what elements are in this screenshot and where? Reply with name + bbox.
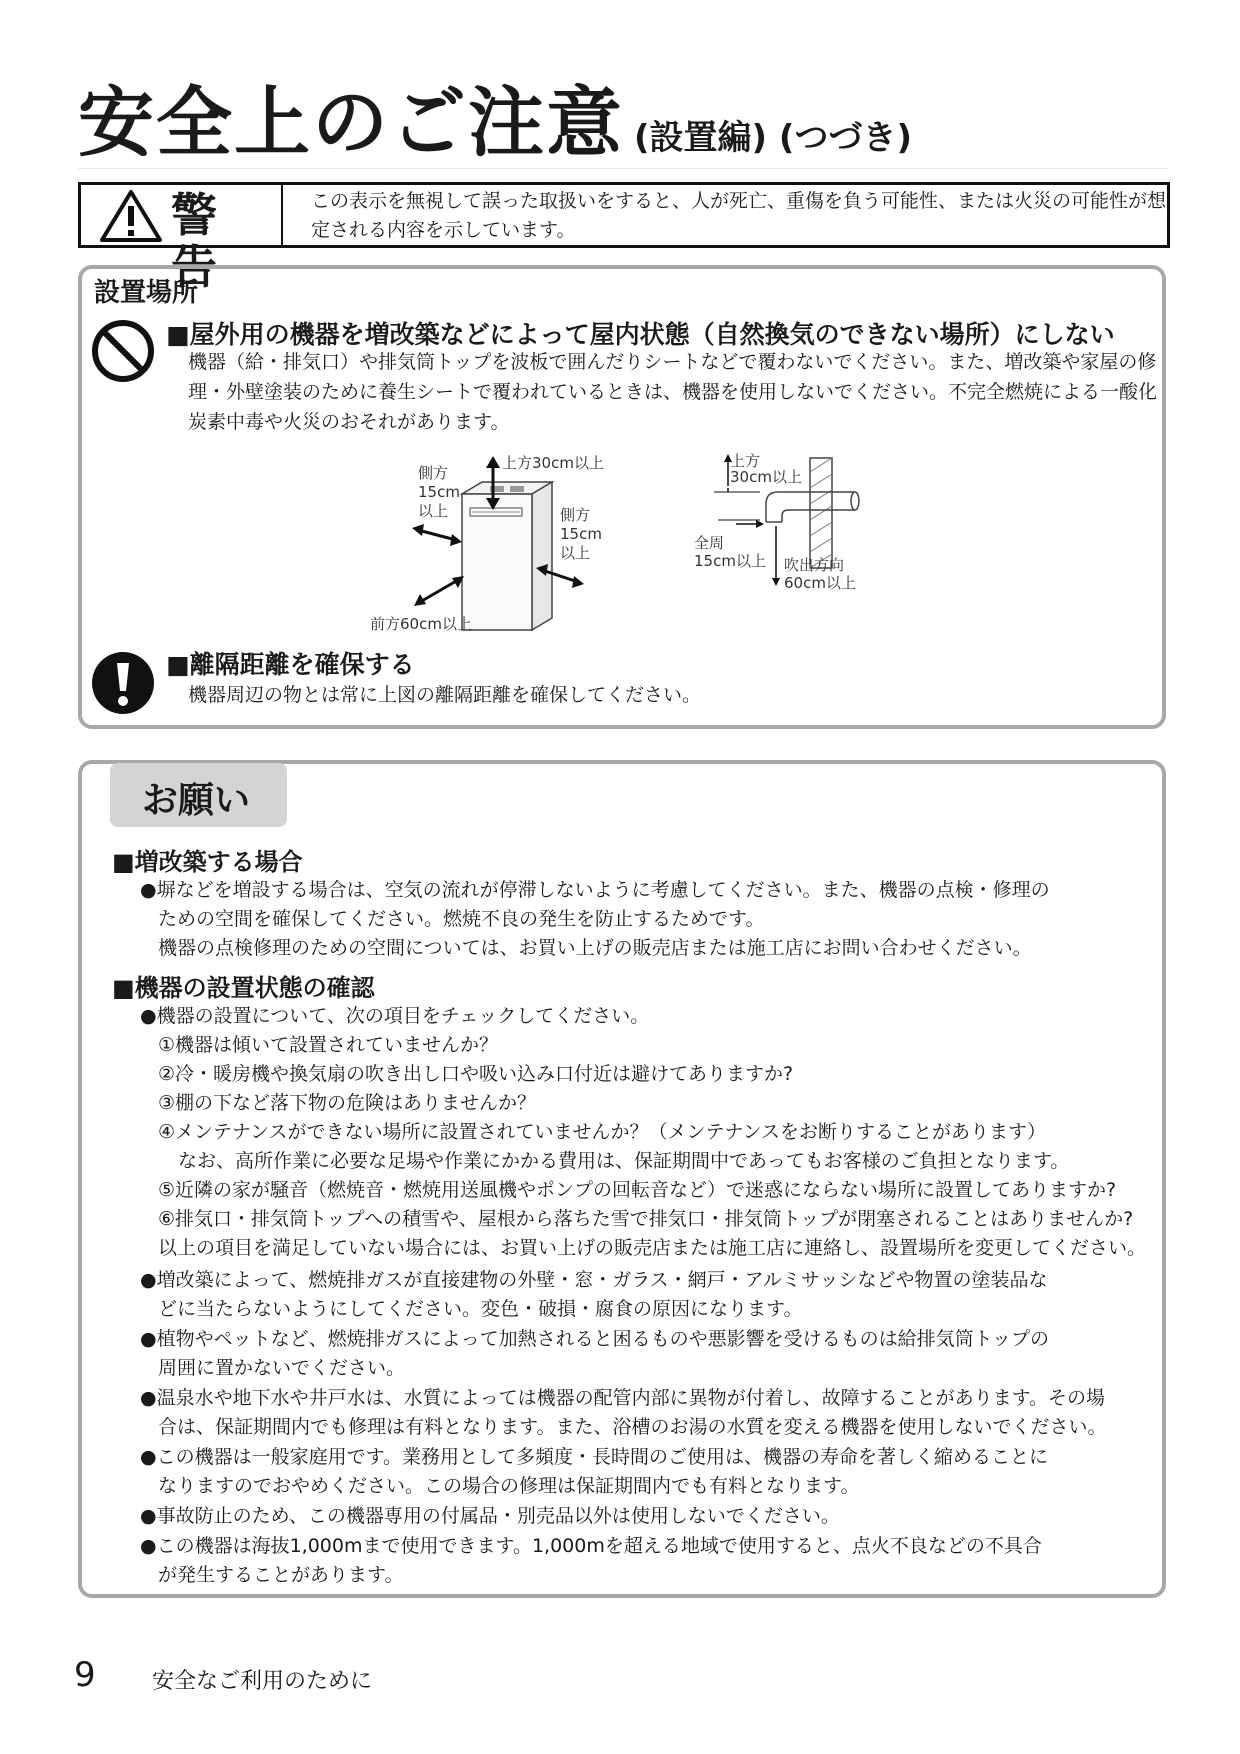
section-title-renovation: ■増改築する場合 (112, 848, 303, 876)
water-heater-drawing (370, 452, 670, 637)
unit-clearance-diagram (370, 452, 670, 637)
page-title (78, 62, 912, 171)
list-item: ②冷・暖房機や換気扇の吹き出し口や吸い込み口付近は避けてありますか? (158, 1063, 794, 1085)
exhaust-blow-label-2: 60cm以上 (784, 574, 856, 592)
section-title-install-check: ■機器の設置状態の確認 (112, 974, 375, 1002)
must-body: 機器周辺の物とは常に上図の離隔距離を確保してください。 (188, 684, 702, 706)
list-item: ①機器は傾いて設置されていませんか？ (158, 1034, 499, 1056)
list-item: ための空間を確保してください。燃焼不良の発生を防止するためです。 (158, 908, 765, 930)
clearance-front-label: 前方60cm以上 (370, 615, 472, 633)
exhaust-top-label-1: 上方 (730, 452, 761, 470)
exhaust-around-label-2: 15cm以上 (694, 552, 766, 570)
list-item: ●植物やペットなど、燃焼排ガスによって加熱されると困るものや悪影響を受けるものは給排気筒トップの (140, 1328, 1050, 1350)
list-item: なりますのでおやめください。この場合の修理は保証期間内でも有料となります。 (158, 1475, 860, 1497)
list-item: ④メンテナンスができない場所に設置されていませんか？（メンテナンスをお断りすることがあります） (158, 1121, 1046, 1143)
clearance-right-label-1: 側方 (560, 506, 591, 524)
list-item: 周囲に置かないでください。 (158, 1357, 406, 1379)
must-title: ■離隔距離を確保する (166, 650, 415, 679)
warning-description: この表示を無視して誤った取扱いをすると、人が死亡、重傷を負う可能性、または火災の可能性が想定される内容を示しています。 (311, 190, 1167, 241)
exhaust-blow-label-1: 吹出方向 (784, 556, 845, 574)
exhaust-around-label-1: 全周 (694, 534, 725, 552)
clearance-right-label-3: 以上 (560, 544, 591, 562)
list-item: ●温泉水や地下水や井戸水は、水質によっては機器の配管内部に異物が付着し、故障することがあります。その場 (140, 1387, 1106, 1409)
list-item: ●増改築によって、燃焼排ガスが直接建物の外壁・窓・ガラス・網戸・アルミサッシなどや物置の塗装品な (140, 1269, 1048, 1291)
page-number: 9 (74, 1655, 96, 1695)
list-item: ●この機器は海抜1,000mまで使用できます。1,000mを超える地域で使用すると、点火不良などの不具合 (140, 1535, 1042, 1557)
page-title-main: 安全上のご注意 (78, 78, 624, 167)
exclamation-icon (90, 650, 156, 716)
prohibit-body: 機器（給・排気口）や排気筒トップを波板で囲んだりシートなどで覆わないでください。また、増改築や家屋の修理・外壁塗装のために養生シートで覆われているときは、機器を使用しないでください。不完全燃焼による一酸化炭素中毒や火災のおそれがあります。 (188, 351, 1158, 433)
page-title-sub: (設置編) (つづき) (634, 118, 912, 158)
list-item: ●この機器は一般家庭用です。業務用として多頻度・長時間のご使用は、機器の寿命を著しく縮めることに (140, 1446, 1049, 1468)
exhaust-top-label-2: 30cm以上 (730, 468, 802, 486)
list-item: ●機器の設置について、次の項目をチェックしてください。 (140, 1005, 650, 1027)
footer-section-name: 安全なご利用のために (152, 1669, 373, 1694)
list-item: なお、高所作業に必要な足場や作業にかかる費用は、保証期間中であってもお客様のご負担となります。 (178, 1150, 1070, 1172)
list-item: ●事故防止のため、この機器専用の付属品・別売品以外は使用しないでください。 (140, 1505, 840, 1527)
prohibition-icon (90, 318, 156, 384)
list-item: ⑥排気口・排気筒トップへの積雪や、屋根から落ちた雪で排気口・排気筒トップが閉塞されることはありませんか? (158, 1208, 1134, 1230)
list-item: が発生することがあります。 (158, 1564, 404, 1586)
exhaust-top-clearance-diagram (690, 452, 890, 602)
list-item: ⑤近隣の家が騒音（燃焼音・燃焼用送風機やポンプの回転音など）で迷惑にならない場所に設置してありますか? (158, 1179, 1117, 1201)
list-item: 合は、保証期間内でも修理は有料となります。また、浴槽のお湯の水質を変える機器を使用しないでください。 (158, 1416, 1107, 1438)
clearance-left-label-2: 15cm (418, 483, 460, 501)
clearance-right-label-2: 15cm (560, 525, 602, 543)
request-title: お願い (142, 780, 251, 821)
warning-triangle-icon (99, 189, 163, 243)
clearance-left-label-3: 以上 (418, 502, 449, 520)
list-item: ③棚の下など落下物の危険はありませんか？ (158, 1092, 537, 1114)
list-item: ●塀などを増設する場合は、空気の流れが停滞しないように考慮してください。また、機器の点検・修理の (140, 879, 1050, 901)
list-item: 機器の点検修理のための空間については、お買い上げの販売店または施工店にお問い合わせください。 (158, 937, 1032, 959)
title-divider (78, 168, 1168, 169)
list-item: どに当たらないようにしてください。変色・破損・腐食の原因になります。 (158, 1298, 803, 1320)
clearance-top-label: 上方30cm以上 (502, 454, 604, 472)
clearance-left-label-1: 側方 (418, 464, 449, 482)
install-location-heading: 設置場所 (94, 278, 199, 308)
list-item: 以上の項目を満足していない場合には、お買い上げの販売店または施工店に連絡し、設置場所を変更してください。 (158, 1237, 1147, 1259)
warning-word: 警告 (171, 188, 231, 294)
prohibit-title: ■屋外用の機器を増改築などによって屋内状態（自然換気のできない場所）にしない (166, 320, 1115, 349)
